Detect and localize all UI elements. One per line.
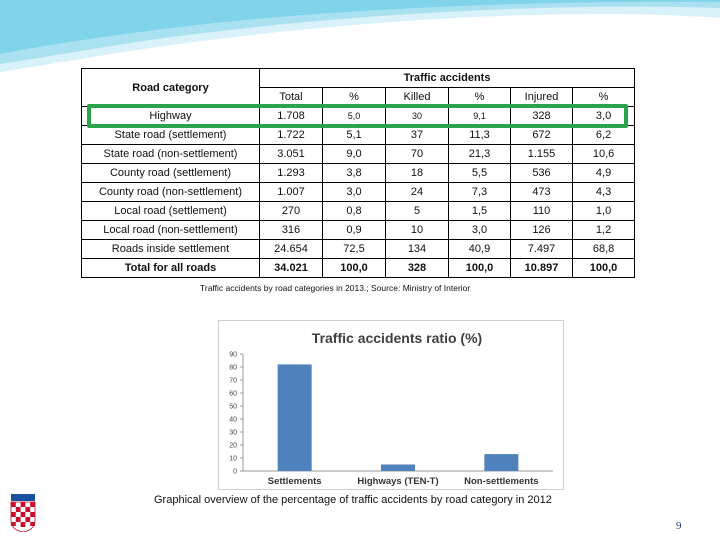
table-cell: 672 [511, 126, 573, 145]
table-cell: 5,5 [449, 164, 511, 183]
chart-bars [278, 364, 519, 471]
road-category-cell: Local road (settlement) [82, 202, 260, 221]
y-tick-label: 60 [229, 390, 237, 398]
table-cell: 3,8 [323, 164, 386, 183]
chart-panel [218, 320, 564, 490]
road-category-cell: Roads inside settlement [82, 240, 260, 259]
table-cell: 4,3 [573, 183, 635, 202]
x-category-label: Non-settlements [464, 476, 539, 487]
table-cell: 5 [386, 202, 449, 221]
table-cell: 3,0 [323, 183, 386, 202]
table-cell: 3,0 [573, 107, 635, 126]
chart-x-labels [268, 476, 539, 487]
road-category-cell: State road (settlement) [82, 126, 260, 145]
table-cell: 24 [386, 183, 449, 202]
chart-bar [484, 454, 518, 471]
table-cell: 70 [386, 145, 449, 164]
table-cell: 21,3 [449, 145, 511, 164]
x-category-label: Highways (TEN-T) [357, 476, 439, 487]
road-category-cell: County road (settlement) [82, 164, 260, 183]
col-header: Injured [511, 88, 573, 107]
table-cell: 10,6 [573, 145, 635, 164]
road-category-cell: Local road (non-settlement) [82, 221, 260, 240]
table-cell: 1,2 [573, 221, 635, 240]
table-cell: 11,3 [449, 126, 511, 145]
table-caption: Traffic accidents by road categories in 2013.; Source: Ministry of Interior [200, 283, 471, 293]
chart-bar [278, 364, 312, 471]
croatian-coat-of-arms-logo [8, 494, 38, 532]
y-tick-label: 40 [229, 416, 237, 424]
table-row [82, 107, 635, 126]
y-tick-label: 90 [229, 351, 237, 359]
table-cell: 100,0 [323, 259, 386, 278]
table-cell: 536 [511, 164, 573, 183]
table-cell: 328 [386, 259, 449, 278]
y-tick-label: 0 [233, 468, 237, 476]
road-category-cell: Highway [82, 107, 260, 126]
table-cell: 126 [511, 221, 573, 240]
col-header: Total [260, 88, 323, 107]
table-cell: 3.051 [260, 145, 323, 164]
table-cell: 5,1 [323, 126, 386, 145]
table-cell: 134 [386, 240, 449, 259]
y-tick-label: 80 [229, 364, 237, 372]
table-cell: 1.155 [511, 145, 573, 164]
accidents-table [81, 68, 635, 278]
table-cell: 100,0 [573, 259, 635, 278]
y-tick-label: 20 [229, 442, 237, 450]
x-category-label: Settlements [267, 476, 322, 487]
col-header: % [323, 88, 386, 107]
page-number: 9 [676, 520, 682, 532]
table-cell: 1.708 [260, 107, 323, 126]
col-header: % [449, 88, 511, 107]
road-category-cell: County road (non-settlement) [82, 183, 260, 202]
table-cell: 40,9 [449, 240, 511, 259]
road-category-cell: State road (non-settlement) [82, 145, 260, 164]
table-cell: 1.293 [260, 164, 323, 183]
accidents-ratio-chart [219, 321, 563, 489]
table-row [82, 240, 635, 259]
table-row [82, 221, 635, 240]
table-row [82, 126, 635, 145]
table-cell: Total for all roads [82, 259, 260, 278]
col-header: % [573, 88, 635, 107]
table-cell: 34.021 [260, 259, 323, 278]
table-cell: 316 [260, 221, 323, 240]
table-cell: 1.007 [260, 183, 323, 202]
chart-title: Traffic accidents ratio (%) [311, 330, 483, 346]
accidents-table-container [81, 68, 634, 278]
table-body [82, 107, 635, 259]
table-cell: 72,5 [323, 240, 386, 259]
table-total-row [82, 259, 635, 278]
table-cell: 3,0 [449, 221, 511, 240]
table-cell: 37 [386, 126, 449, 145]
chart-bar [381, 465, 415, 472]
table-cell: 270 [260, 202, 323, 221]
table-row [82, 145, 635, 164]
table-row [82, 202, 635, 221]
y-tick-label: 30 [229, 429, 237, 437]
table-cell: 9,0 [323, 145, 386, 164]
table-cell: 110 [511, 202, 573, 221]
table-cell: 4,9 [573, 164, 635, 183]
y-tick-label: 50 [229, 403, 237, 411]
y-tick-label: 70 [229, 377, 237, 385]
table-cell: 30 [386, 107, 449, 126]
table-cell: 24.654 [260, 240, 323, 259]
col-header: Killed [386, 88, 449, 107]
y-tick-label: 10 [229, 455, 237, 463]
table-cell: 9,1 [449, 107, 511, 126]
table-cell: 473 [511, 183, 573, 202]
table-cell: 0,8 [323, 202, 386, 221]
table-cell: 7.497 [511, 240, 573, 259]
table-row [82, 164, 635, 183]
table-row [82, 183, 635, 202]
table-cell: 100,0 [449, 259, 511, 278]
table-cell: 5,0 [323, 107, 386, 126]
table-cell: 328 [511, 107, 573, 126]
header-road-category: Road category [82, 69, 260, 107]
table-cell: 18 [386, 164, 449, 183]
chart-caption: Graphical overview of the percentage of traffic accidents by road category in 2012 [154, 494, 552, 506]
table-cell: 1.722 [260, 126, 323, 145]
table-cell: 1,0 [573, 202, 635, 221]
table-cell: 7,3 [449, 183, 511, 202]
header-traffic-accidents: Traffic accidents [260, 69, 635, 88]
table-cell: 10 [386, 221, 449, 240]
table-cell: 0,9 [323, 221, 386, 240]
table-cell: 10.897 [511, 259, 573, 278]
table-cell: 6,2 [573, 126, 635, 145]
table-cell: 1,5 [449, 202, 511, 221]
table-cell: 68,8 [573, 240, 635, 259]
